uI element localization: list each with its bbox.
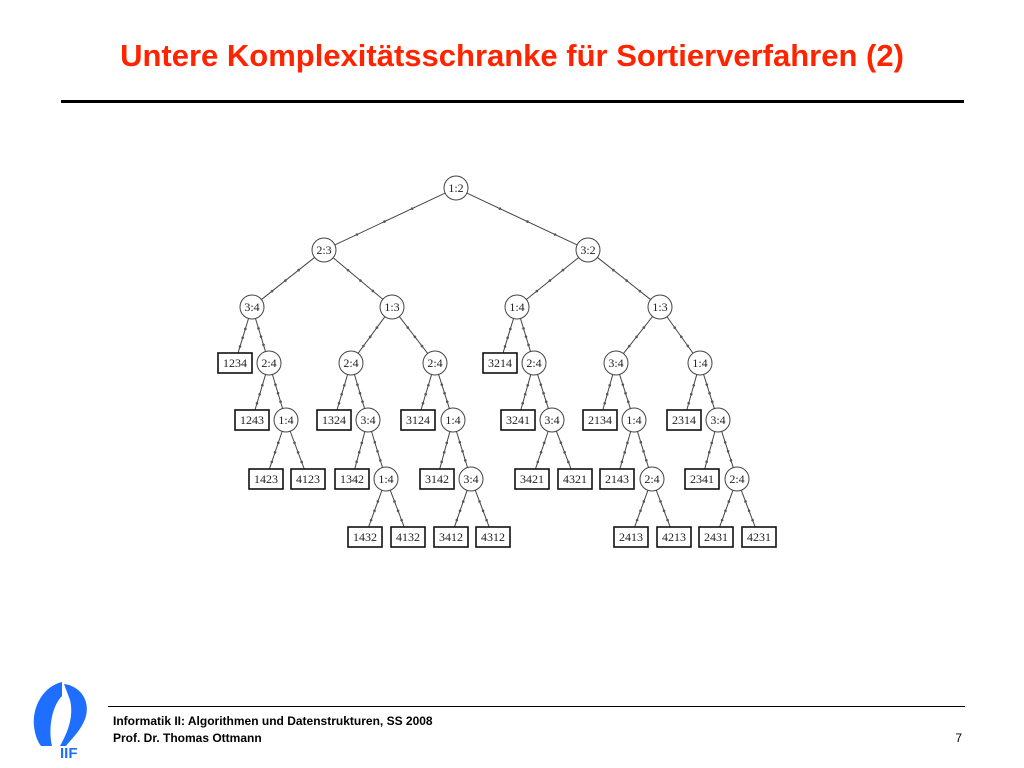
edge-dot <box>300 461 303 464</box>
edge-dot <box>377 500 380 503</box>
footer-course: Informatik II: Algorithmen und Datenstrukturen, SS 2008 <box>113 714 433 728</box>
leaf-permutation <box>348 527 382 547</box>
edge-dot <box>606 393 609 396</box>
edge-dot <box>421 345 424 348</box>
leaf-label: 4231 <box>747 530 771 544</box>
footer-divider <box>108 706 965 707</box>
edge-dot <box>239 345 242 348</box>
node-label: 2:4 <box>526 356 542 370</box>
tree-edge <box>503 318 514 353</box>
edge-dot <box>673 326 676 329</box>
comparison-node <box>576 238 600 262</box>
edge-dot <box>241 336 244 339</box>
edge-dot <box>708 392 711 395</box>
edge-dot <box>456 519 459 522</box>
tree-edge <box>719 490 733 527</box>
edge-dot <box>422 402 425 405</box>
leaf-permutation <box>699 527 733 547</box>
edge-dot <box>274 451 277 454</box>
comparison-node <box>312 238 336 262</box>
leaf-permutation <box>420 469 454 489</box>
tree-edge <box>440 432 450 470</box>
comparison-node <box>706 408 730 432</box>
comparison-node <box>725 467 749 491</box>
leaf-permutation <box>391 527 425 547</box>
tree-edge <box>272 374 282 408</box>
leaf-permutation <box>657 527 691 547</box>
edge-dot <box>262 344 265 347</box>
edge-dot <box>504 345 507 348</box>
edge-dot <box>369 336 372 339</box>
node-label: 3:4 <box>608 356 624 370</box>
node-label: 1:4 <box>626 413 642 427</box>
leaf-label: 2314 <box>672 413 696 427</box>
edge-dot <box>640 441 643 444</box>
node-label: 1:4 <box>509 300 525 314</box>
leaf-permutation <box>583 410 617 430</box>
edge-dot <box>625 279 628 282</box>
node-label: 3:4 <box>710 413 726 427</box>
edge-dot <box>562 269 565 272</box>
tree-edge <box>390 490 404 527</box>
comparison-node <box>622 408 646 432</box>
node-label: 2:4 <box>261 356 277 370</box>
edge-dot <box>441 383 444 386</box>
edge-dot <box>362 345 365 348</box>
edge-dot <box>424 393 427 396</box>
edge-dot <box>257 327 260 330</box>
tree-edge <box>255 374 266 410</box>
leaf-label: 3412 <box>439 530 463 544</box>
comparison-node <box>640 467 664 491</box>
leaf-permutation <box>249 469 283 489</box>
edge-dot <box>624 392 627 395</box>
edge-dot <box>338 402 341 405</box>
leaf-permutation <box>401 410 435 430</box>
tree-edge <box>368 490 382 527</box>
tree-edge <box>355 432 365 470</box>
edge-dot <box>554 233 557 236</box>
edge-dot <box>748 510 751 513</box>
edge-dot <box>522 327 525 330</box>
comparison-node <box>522 351 546 375</box>
edge-dot <box>540 383 543 386</box>
tree-edge <box>741 490 755 527</box>
node-label: 3:4 <box>360 413 376 427</box>
leaf-label: 1432 <box>353 530 377 544</box>
edge-dot <box>462 500 465 503</box>
leaf-permutation <box>614 527 648 547</box>
leaf-label: 1234 <box>223 356 247 370</box>
edge-dot <box>359 279 362 282</box>
leaf-label: 4321 <box>563 472 587 486</box>
leaf-permutation <box>476 527 510 547</box>
edge-dot <box>728 500 731 503</box>
edge-dot <box>244 328 247 331</box>
tree-edge <box>439 374 450 408</box>
edge-dot <box>397 510 400 513</box>
edge-dot <box>284 279 287 282</box>
edge-dot <box>376 326 379 329</box>
edge-dot <box>622 383 625 386</box>
edge-dot <box>499 207 502 210</box>
edge-dot <box>751 519 754 522</box>
tree-edge <box>705 432 715 470</box>
node-label: 3:2 <box>580 243 596 257</box>
edge-dot <box>277 392 280 395</box>
leaf-permutation <box>558 469 592 489</box>
edge-dot <box>459 441 462 444</box>
comparison-node <box>274 408 298 432</box>
edge-dot <box>567 461 570 464</box>
comparison-node <box>688 351 712 375</box>
leaf-permutation <box>600 469 634 489</box>
edge-dot <box>271 290 274 293</box>
tree-edge <box>521 375 531 411</box>
tree-edge <box>535 431 548 469</box>
edge-dot <box>608 384 611 387</box>
edge-dot <box>724 510 727 513</box>
comparison-node <box>423 351 447 375</box>
comparison-node <box>441 408 465 432</box>
edge-dot <box>297 269 300 272</box>
comparison-node <box>540 408 564 432</box>
edge-dot <box>279 400 282 403</box>
comparison-node <box>339 351 363 375</box>
node-label: 1:3 <box>384 300 400 314</box>
edge-dot <box>524 393 527 396</box>
edge-dot <box>543 442 546 445</box>
page-number: 7 <box>955 731 962 745</box>
leaf-label: 3214 <box>488 356 512 370</box>
tree-edge <box>526 258 578 300</box>
leaf-label: 2341 <box>690 472 714 486</box>
edge-dot <box>374 441 377 444</box>
edge-dot <box>372 290 375 293</box>
leaf-permutation <box>235 410 269 430</box>
edge-dot <box>485 519 488 522</box>
edge-dot <box>526 220 529 223</box>
edge-dot <box>724 441 727 444</box>
edge-dot <box>509 328 512 331</box>
edge-dot <box>407 326 410 329</box>
edge-dot <box>642 450 645 453</box>
edge-dot <box>635 336 638 339</box>
edge-dot <box>414 336 417 339</box>
leaf-label: 4123 <box>296 472 320 486</box>
footer-author: Prof. Dr. Thomas Ottmann <box>113 731 262 745</box>
edge-dot <box>370 519 373 522</box>
edge-dot <box>459 510 462 513</box>
edge-dot <box>356 233 359 236</box>
edge-dot <box>400 519 403 522</box>
edge-dot <box>527 344 530 347</box>
edge-dot <box>705 460 708 463</box>
tree-edge <box>421 374 432 410</box>
comparison-node <box>356 408 380 432</box>
leaf-label: 2431 <box>704 530 728 544</box>
edge-dot <box>708 451 711 454</box>
tree-edge <box>620 432 631 470</box>
tree-edge <box>556 431 571 470</box>
tree-edge <box>597 257 650 299</box>
edge-dot <box>277 442 280 445</box>
edge-dot <box>293 441 296 444</box>
edge-dot <box>379 459 382 462</box>
edge-dot <box>525 335 528 338</box>
node-label: 1:4 <box>445 413 461 427</box>
edge-dot <box>411 207 414 210</box>
edge-dot <box>359 392 362 395</box>
tree-edge <box>638 431 649 467</box>
edge-dot <box>343 384 346 387</box>
tree-edge <box>454 490 467 527</box>
leaf-permutation <box>501 410 535 430</box>
edge-dot <box>545 400 548 403</box>
edge-dot <box>358 451 361 454</box>
leaf-label: 3241 <box>506 413 530 427</box>
iif-logo <box>24 680 100 760</box>
edge-dot <box>744 500 747 503</box>
edge-dot <box>355 460 358 463</box>
edge-dot <box>536 290 539 293</box>
tree-edge <box>335 193 445 245</box>
leaf-label: 3142 <box>425 472 449 486</box>
comparison-node <box>444 176 468 200</box>
edge-dot <box>443 451 446 454</box>
tree-edge <box>354 374 364 408</box>
leaf-label: 4213 <box>662 530 686 544</box>
leaf-permutation <box>434 527 468 547</box>
edge-dot <box>376 450 379 453</box>
leaf-label: 4132 <box>396 530 420 544</box>
node-label: 2:3 <box>316 243 332 257</box>
comparison-node <box>648 295 672 319</box>
edge-dot <box>623 451 626 454</box>
leaf-permutation <box>515 469 549 489</box>
edge-dot <box>464 459 467 462</box>
node-label: 3:4 <box>544 413 560 427</box>
node-label: 2:4 <box>427 356 443 370</box>
edge-dot <box>563 451 566 454</box>
tree-edge <box>399 317 427 354</box>
edge-dot <box>446 400 449 403</box>
node-label: 3:4 <box>244 300 260 314</box>
edge-dot <box>659 500 662 503</box>
leaf-label: 2134 <box>588 413 612 427</box>
edge-dot <box>274 383 277 386</box>
tree-edge <box>620 374 631 408</box>
edge-dot <box>361 400 364 403</box>
leaf-permutation <box>742 527 776 547</box>
edge-dot <box>540 451 543 454</box>
tree-edge <box>337 374 348 410</box>
tree-edge <box>704 374 715 408</box>
edge-dot <box>706 383 709 386</box>
edge-dot <box>636 519 639 522</box>
node-label: 2:4 <box>343 356 359 370</box>
edge-dot <box>521 402 524 405</box>
leaf-label: 2413 <box>619 530 643 544</box>
edge-dot <box>427 384 430 387</box>
edge-dot <box>727 450 730 453</box>
leaf-label: 1324 <box>322 413 346 427</box>
comparison-node <box>459 467 483 491</box>
edge-dot <box>258 393 261 396</box>
comparison-node <box>240 295 264 319</box>
leaf-permutation <box>483 353 517 373</box>
tree-edge <box>656 490 670 527</box>
edge-dot <box>340 393 343 396</box>
leaf-label: 1342 <box>340 472 364 486</box>
leaf-permutation <box>667 410 701 430</box>
tree-edge <box>722 431 734 467</box>
leaf-permutation <box>291 469 325 489</box>
tree-edge <box>603 375 613 411</box>
svg-text:IIF: IIF <box>60 745 78 760</box>
edge-dot <box>445 442 448 445</box>
edge-dot <box>687 402 690 405</box>
comparison-node <box>380 295 404 319</box>
tree-edge <box>372 431 383 467</box>
tree-edge <box>667 317 693 353</box>
edge-dot <box>639 510 642 513</box>
node-label: 1:2 <box>448 181 464 195</box>
edge-dot <box>692 384 695 387</box>
edge-dot <box>643 326 646 329</box>
leaf-label: 2143 <box>605 472 629 486</box>
edge-dot <box>542 392 545 395</box>
edge-dot <box>643 500 646 503</box>
leaf-label: 1423 <box>254 472 278 486</box>
edge-dot <box>440 460 443 463</box>
tree-edge <box>269 431 282 469</box>
edge-dot <box>687 345 690 348</box>
edge-dot <box>621 461 624 464</box>
edge-dot <box>478 500 481 503</box>
edge-dot <box>663 510 666 513</box>
edge-dot <box>256 402 259 405</box>
node-label: 2:4 <box>729 472 745 486</box>
edge-dot <box>347 269 350 272</box>
tree-edge <box>520 318 530 351</box>
leaf-label: 3421 <box>520 472 544 486</box>
edge-dot <box>639 290 642 293</box>
leaf-label: 4312 <box>481 530 505 544</box>
tree-edge <box>238 318 249 353</box>
edge-dot <box>356 383 359 386</box>
node-label: 1:4 <box>378 472 394 486</box>
slide-title: Untere Komplexitätsschranke für Sortierverfahren (2) <box>120 38 904 73</box>
tree-edge <box>687 375 697 411</box>
edge-dot <box>373 510 376 513</box>
edge-dot <box>721 519 724 522</box>
edge-dot <box>730 459 733 462</box>
edge-dot <box>603 402 606 405</box>
comparison-node <box>505 295 529 319</box>
tree-edge <box>538 374 549 408</box>
leaf-permutation <box>335 469 369 489</box>
leaf-permutation <box>317 410 351 430</box>
edge-dot <box>360 442 363 445</box>
node-label: 3:4 <box>463 472 479 486</box>
node-label: 1:3 <box>652 300 668 314</box>
edge-dot <box>627 400 630 403</box>
edge-dot <box>526 384 529 387</box>
leaf-permutation <box>685 469 719 489</box>
edge-dot <box>645 459 648 462</box>
edge-dot <box>443 392 446 395</box>
edge-dot <box>710 442 713 445</box>
edge-dot <box>536 461 539 464</box>
edge-dot <box>711 400 714 403</box>
tree-edge <box>475 490 489 527</box>
tree-edge <box>255 318 265 351</box>
leaf-label: 1243 <box>240 413 264 427</box>
leaf-label: 3124 <box>406 413 430 427</box>
edge-dot <box>461 450 464 453</box>
comparison-node <box>604 351 628 375</box>
comparison-node <box>374 467 398 491</box>
tree-edge <box>358 317 385 354</box>
edge-dot <box>393 500 396 503</box>
comparison-node <box>257 351 281 375</box>
node-label: 1:4 <box>692 356 708 370</box>
node-label: 2:4 <box>644 472 660 486</box>
tree-edge <box>333 258 383 300</box>
edge-dot <box>549 279 552 282</box>
edge-dot <box>628 345 631 348</box>
edge-dot <box>261 384 264 387</box>
edge-dot <box>666 519 669 522</box>
tree-edge <box>623 316 652 353</box>
node-label: 1:4 <box>278 413 294 427</box>
edge-dot <box>680 336 683 339</box>
edge-dot <box>383 220 386 223</box>
edge-dot <box>482 510 485 513</box>
edge-dot <box>626 442 629 445</box>
edge-dot <box>270 461 273 464</box>
edge-dot <box>690 393 693 396</box>
edge-dot <box>297 451 300 454</box>
tree-edge <box>457 431 468 467</box>
edge-dot <box>560 441 563 444</box>
edge-dot <box>260 335 263 338</box>
tree-edge <box>290 431 304 469</box>
tree-edge <box>467 193 577 245</box>
leaf-permutation <box>218 353 252 373</box>
edge-dot <box>612 269 615 272</box>
tree-edge <box>261 257 314 299</box>
tree-edge <box>634 490 648 527</box>
edge-dot <box>506 336 509 339</box>
